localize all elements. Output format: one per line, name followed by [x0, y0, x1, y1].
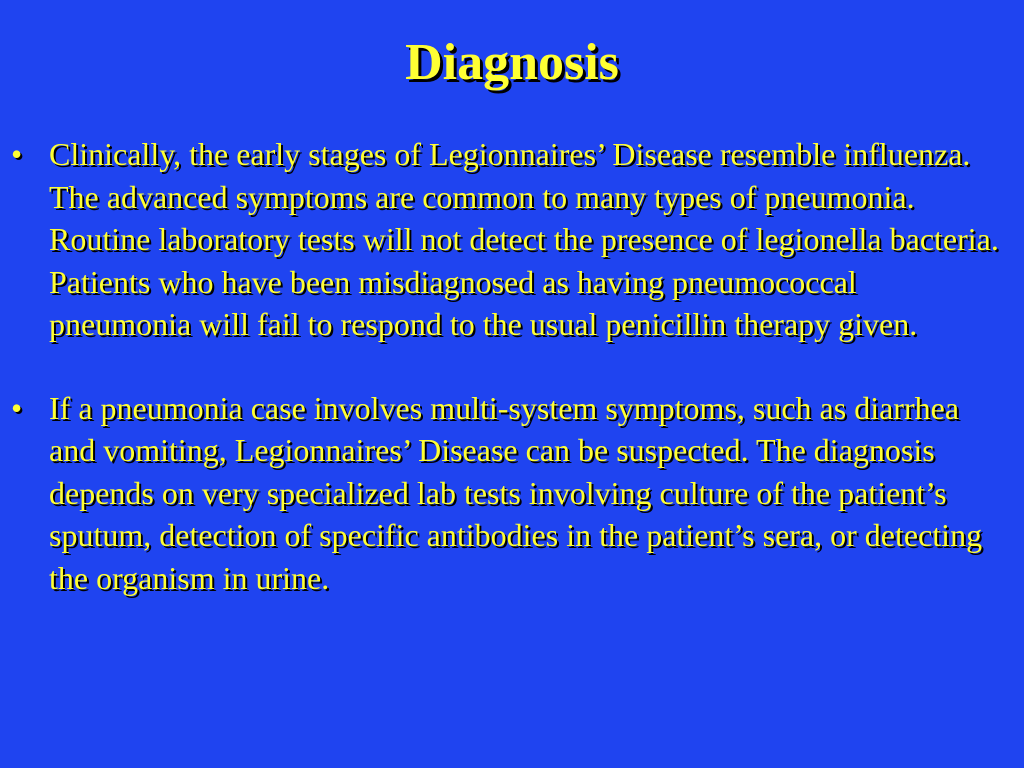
- bullet-text: Clinically, the early stages of Legionnaires’ Disease resemble influenza. The advanced symptoms are common to many types of pneumonia. Routine laboratory tests will not detect the presence of legionella bacteria. Patients who have been misdiagnosed as having pneumococcal pneumonia will fail to respond to the usual penicillin therapy given.: [49, 136, 999, 342]
- slide-title: Diagnosis: [405, 34, 619, 91]
- bullet-item: [0, 133, 1024, 346]
- bullet-text: If a pneumonia case involves multi-system symptoms, such as diarrhea and vomiting, Legionnaires’ Disease can be suspected. The diagnosis depends on very specialized lab tests involving culture of the patient’s sputum, detection of specific antibodies in the patient’s sera, or detecting the organism in urine.: [49, 389, 983, 596]
- bullet-list: [0, 133, 1024, 599]
- bullet-item: [0, 387, 1024, 600]
- bullet-point-icon: •: [11, 136, 23, 172]
- bullet-point-icon: •: [11, 389, 23, 426]
